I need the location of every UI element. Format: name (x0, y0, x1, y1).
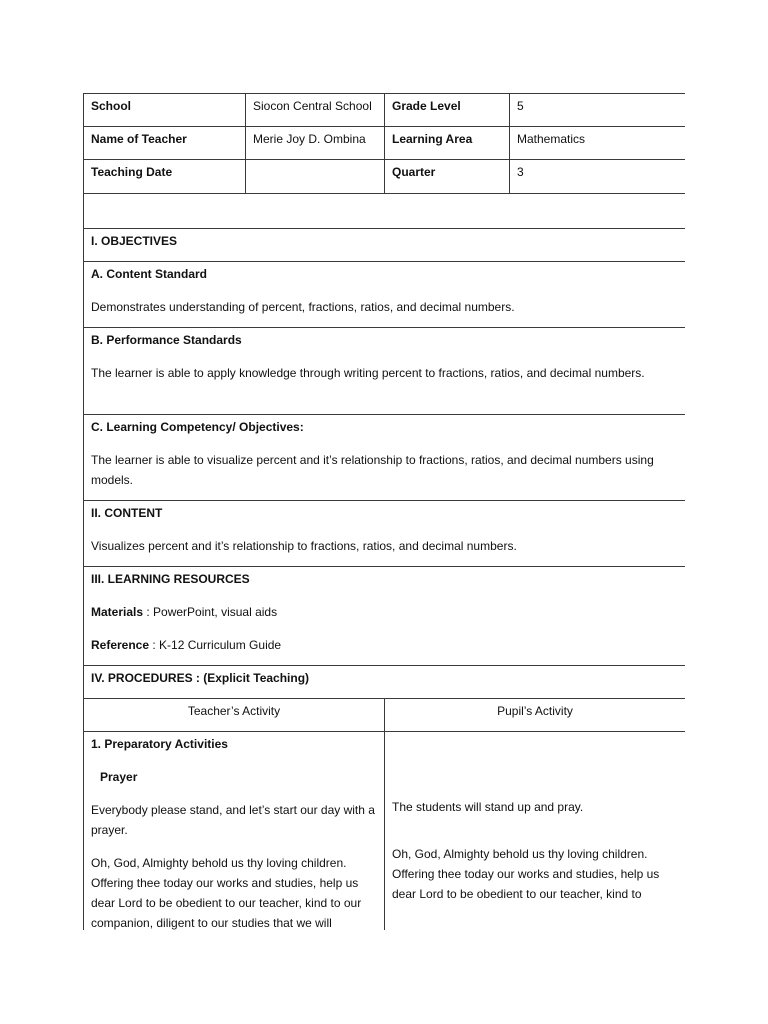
procedures-row (84, 666, 686, 699)
competency-text: The learner is able to visualize percent and it’s relationship to fractions, ratios, and decimal numbers using models. (91, 453, 654, 487)
learning-area-label: Learning Area (385, 127, 510, 160)
content-standard-cell (84, 262, 686, 328)
reference-value: : K-12 Curriculum Guide (149, 638, 282, 652)
reference-line (91, 635, 678, 655)
performance-standards-heading: B. Performance Standards (91, 333, 242, 347)
blank-row (84, 194, 686, 229)
resources-heading: III. LEARNING RESOURCES (91, 572, 250, 586)
teacher-label: Name of Teacher (84, 127, 246, 160)
content-standard-text: Demonstrates understanding of percent, fractions, ratios, and decimal numbers. (91, 300, 515, 314)
performance-standards-text: The learner is able to apply knowledge through writing percent to fractions, ratios, and decimal numbers. (91, 366, 645, 380)
teacher-activity-cell (84, 732, 385, 931)
procedures-heading: IV. PROCEDURES : (Explicit Teaching) (84, 666, 686, 699)
quarter-label: Quarter (385, 160, 510, 194)
teacher-activity-header: Teacher’s Activity (84, 699, 385, 732)
materials-value: : PowerPoint, visual aids (143, 605, 278, 619)
activity-row (84, 732, 686, 931)
objectives-heading: I. OBJECTIVES (84, 229, 686, 262)
content-row (84, 501, 686, 567)
performance-standards-cell (84, 328, 686, 415)
preparatory-heading: 1. Preparatory Activities (91, 737, 228, 751)
reference-label: Reference (91, 638, 150, 652)
grade-level-label: Grade Level (385, 94, 510, 127)
grade-level-value: 5 (510, 94, 686, 127)
materials-label: Materials (91, 605, 144, 619)
pupil-activity-header: Pupil’s Activity (385, 699, 686, 732)
activity-header-row (84, 699, 686, 732)
content-standard-row (84, 262, 686, 328)
performance-standards-row (84, 328, 686, 415)
pupil-response-text: The students will stand up and pray. (392, 800, 584, 814)
resources-row (84, 567, 686, 666)
school-row (84, 94, 686, 127)
content-text: Visualizes percent and it’s relationship to fractions, ratios, and decimal numbers. (91, 539, 517, 553)
competency-cell (84, 415, 686, 501)
date-row (84, 160, 686, 194)
teacher-prayer-text: Oh, God, Almighty behold us thy loving children. Offering thee today our works and studies, help us dear Lord to be obedient to our teacher, kind to our companion, diligent to our studies that we will (91, 856, 362, 930)
prayer-heading: Prayer (100, 770, 138, 784)
school-value: Siocon Central School (246, 94, 385, 127)
materials-line (91, 602, 678, 622)
pupil-prayer-text: Oh, God, Almighty behold us thy loving children. Offering thee today our works and studies, help us dear Lord to be obedient to our teacher, kind to (392, 847, 660, 901)
quarter-value: 3 (510, 160, 686, 194)
competency-row (84, 415, 686, 501)
blank-cell (84, 194, 686, 229)
school-label: School (84, 94, 246, 127)
lesson-plan (83, 93, 685, 930)
resources-cell (84, 567, 686, 666)
content-heading: II. CONTENT (91, 506, 163, 520)
learning-area-value: Mathematics (510, 127, 686, 160)
content-standard-heading: A. Content Standard (91, 267, 207, 281)
pupil-activity-cell (385, 732, 686, 931)
lesson-plan-table (83, 93, 685, 930)
teaching-date-label: Teaching Date (84, 160, 246, 194)
teacher-row (84, 127, 686, 160)
teacher-value: Merie Joy D. Ombina (246, 127, 385, 160)
teacher-prompt-text: Everybody please stand, and let’s start our day with a prayer. (91, 803, 375, 837)
competency-heading: C. Learning Competency/ Objectives: (91, 420, 304, 434)
teaching-date-value (246, 160, 385, 194)
content-cell (84, 501, 686, 567)
objectives-row (84, 229, 686, 262)
